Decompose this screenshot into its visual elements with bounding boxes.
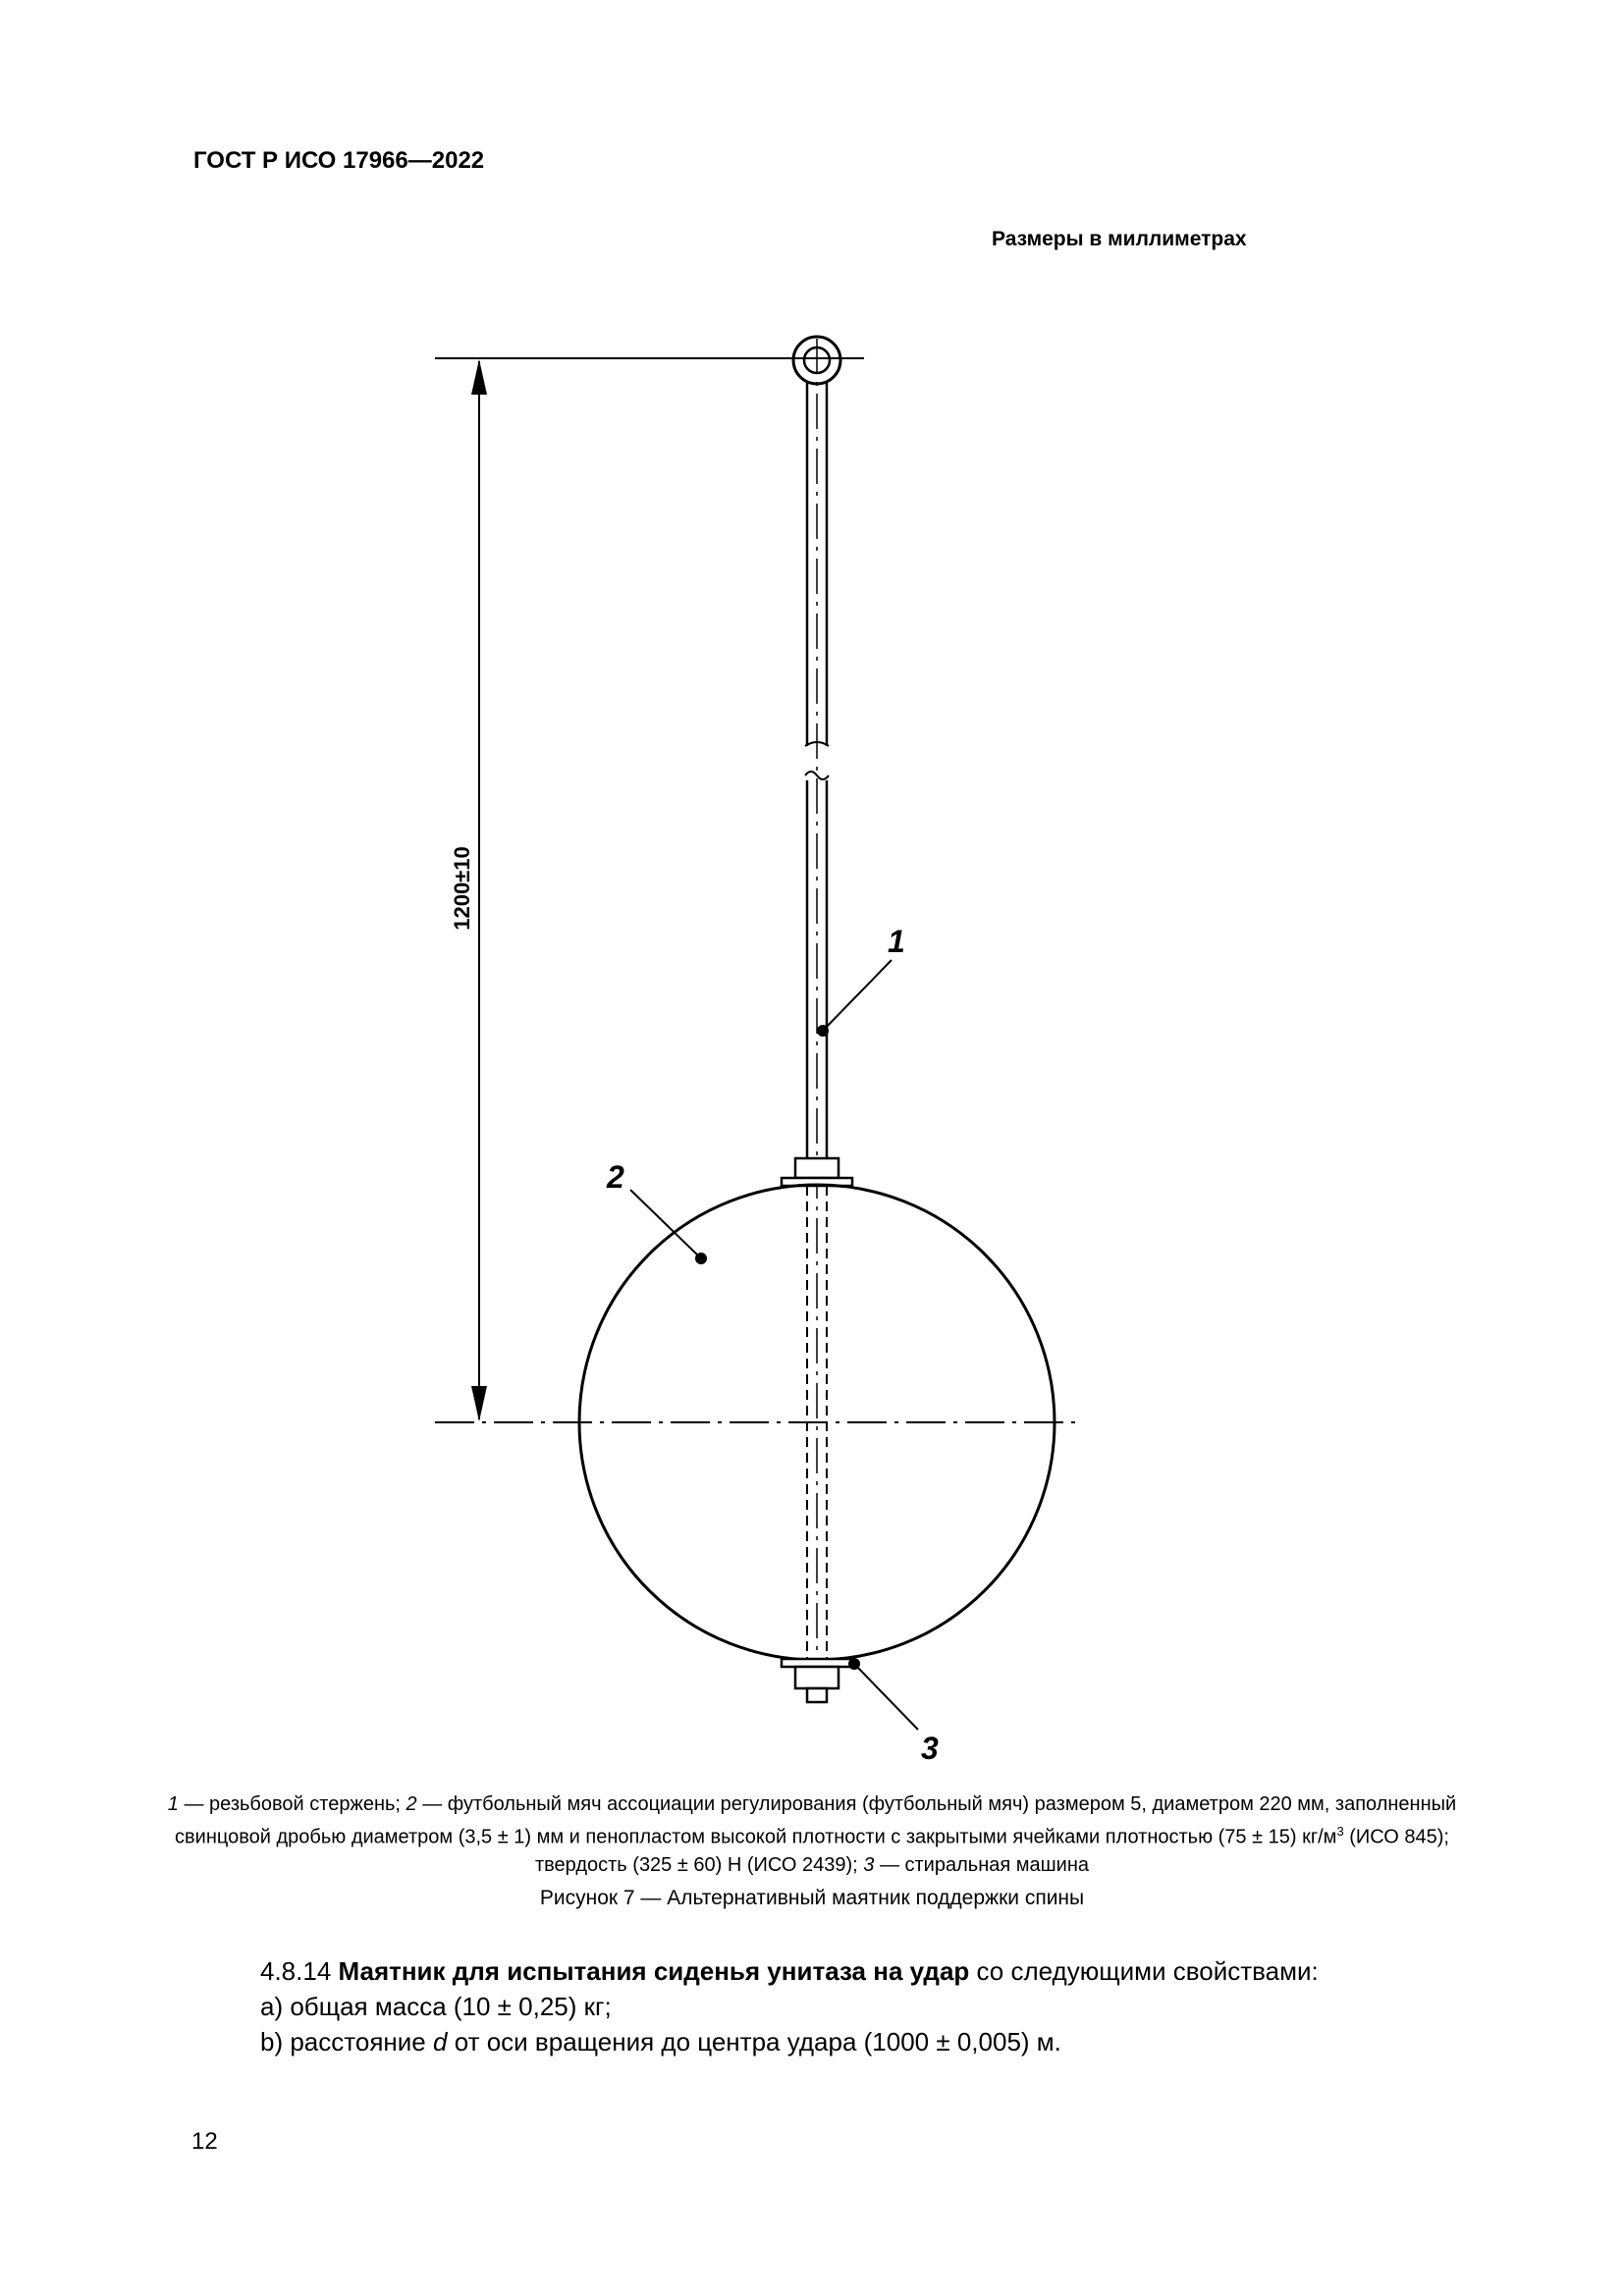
dimension-label: 1200±10: [450, 846, 474, 931]
legend-item-1-text: — резьбовой стержень;: [178, 1793, 406, 1815]
document-code: ГОСТ Р ИСО 17966—2022: [193, 147, 485, 174]
callout-1-leader: [823, 960, 892, 1031]
legend-superscript: 3: [1336, 1824, 1344, 1839]
clause-title: Маятник для испытания сиденья унитаза на удар: [338, 1956, 970, 1986]
legend-item-2-number: 2: [406, 1793, 417, 1815]
top-nut: [795, 1158, 839, 1178]
callout-2-dot: [695, 1253, 707, 1264]
figure-legend: [157, 1790, 1467, 1879]
clause-4-8-14: [260, 1953, 1537, 2059]
callout-3-leader: [854, 1664, 918, 1730]
page-number: 12: [191, 2128, 218, 2155]
legend-item-2-text: — футбольный мяч ассоциации регулирования (футбольный мяч) размером 5, диаметром 220 мм, заполненный свинцовой дробью диаметром (3,5 ± 1) мм и пенопластом высокой плотности с закрытыми ячейками плотностью (75 ± 15) кг/м: [175, 1793, 1457, 1848]
units-note: Размеры в миллиметрах: [992, 228, 1247, 250]
callout-3-dot: [848, 1658, 860, 1670]
rod-end: [807, 1688, 827, 1702]
figure-caption: Рисунок 7 — Альтернативный маятник поддержки спины: [539, 1887, 1085, 1909]
list-marker-a: a): [260, 1992, 284, 2021]
arrow-bottom-icon: [471, 1386, 487, 1421]
legend-item-2-tail: (ИСО 845); твердость (325 ± 60) Н (ИСО 2439);: [535, 1826, 1449, 1876]
legend-item-1-number: 1: [167, 1793, 179, 1815]
arrow-top-icon: [471, 359, 487, 395]
list-text-b-post: от оси вращения до центра удара (1000 ± 0,005) м.: [447, 2027, 1061, 2056]
clause-intro: со следующими свойствами:: [969, 1956, 1319, 1986]
list-text-b-pre: расстояние: [283, 2027, 433, 2056]
break-mark-bottom: [805, 772, 829, 779]
callout-3-label: 3: [921, 1731, 939, 1766]
list-marker-b: b): [260, 2027, 284, 2056]
list-text-a: общая масса (10 ± 0,25) кг;: [283, 1992, 612, 2021]
variable-d: d: [433, 2027, 448, 2056]
bottom-nut: [795, 1667, 839, 1688]
list-item-b: [260, 2024, 1537, 2059]
callout-1-label: 1: [888, 924, 905, 959]
clause-number: 4.8.14: [260, 1956, 339, 1986]
list-item-a: [260, 1989, 1537, 2024]
callout-1-dot: [817, 1025, 829, 1037]
callout-2-label: 2: [607, 1159, 624, 1195]
callout-2-leader: [630, 1190, 701, 1258]
legend-item-3-text: — стиральная машина: [874, 1853, 1089, 1876]
clause-heading: [260, 1953, 1537, 1989]
legend-item-3-number: 3: [863, 1853, 875, 1876]
